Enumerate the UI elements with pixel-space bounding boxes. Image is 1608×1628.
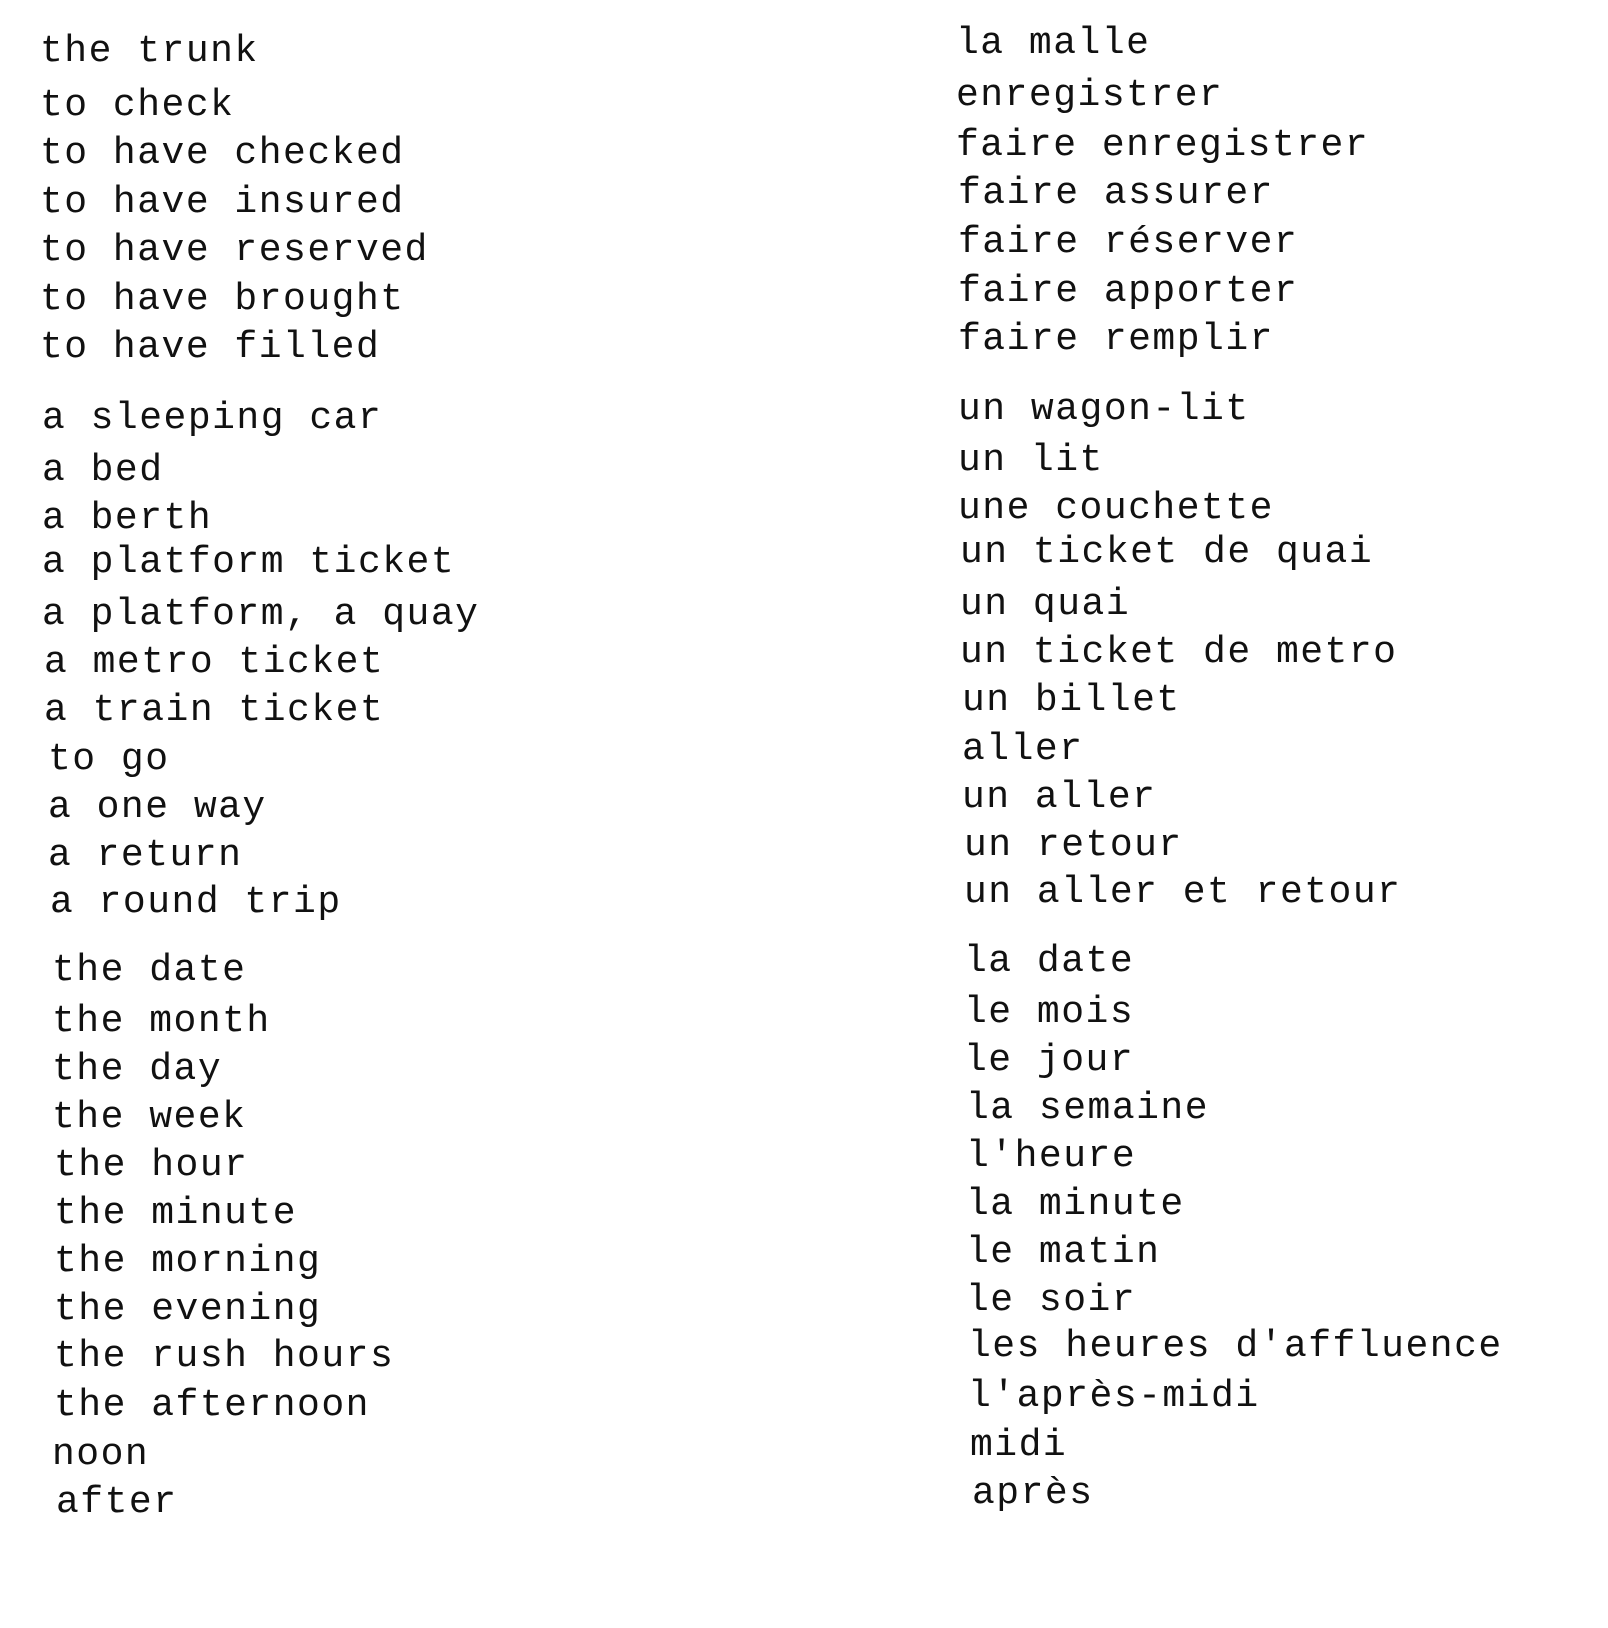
english-term: to have filled xyxy=(40,326,381,369)
english-term: a one way xyxy=(48,786,267,829)
english-term: after xyxy=(56,1481,178,1524)
french-term: un retour xyxy=(964,824,1183,867)
english-term: the date xyxy=(52,949,247,992)
french-term: une couchette xyxy=(958,487,1274,530)
french-term: le mois xyxy=(964,991,1135,1034)
french-term: un quai xyxy=(960,583,1131,626)
french-term: l'heure xyxy=(966,1135,1137,1178)
french-term: aller xyxy=(962,728,1084,771)
french-term: un lit xyxy=(958,439,1104,482)
english-term: a platform ticket xyxy=(42,541,456,584)
french-term: midi xyxy=(970,1424,1068,1467)
french-term: le matin xyxy=(966,1231,1161,1274)
english-term: a berth xyxy=(42,497,213,540)
english-term: a metro ticket xyxy=(44,641,385,684)
french-term: la date xyxy=(964,940,1135,983)
english-term: a round trip xyxy=(50,881,342,924)
english-term: the week xyxy=(52,1096,247,1139)
french-term: un billet xyxy=(962,679,1181,722)
french-term: un aller et retour xyxy=(964,871,1402,914)
french-term: le soir xyxy=(966,1279,1137,1322)
english-term: a train ticket xyxy=(44,689,385,732)
english-term: to check xyxy=(40,84,235,127)
english-term: the day xyxy=(52,1048,223,1091)
french-term: enregistrer xyxy=(956,74,1224,117)
english-term: to have brought xyxy=(40,278,405,321)
english-term: a return xyxy=(48,834,243,877)
english-term: to have reserved xyxy=(40,229,429,272)
english-term: the morning xyxy=(54,1240,322,1283)
french-term: le jour xyxy=(964,1039,1135,1082)
english-term: a sleeping car xyxy=(42,397,383,440)
english-term: the month xyxy=(52,1000,271,1043)
french-term: la minute xyxy=(966,1183,1185,1226)
french-term: faire réserver xyxy=(958,221,1299,264)
french-term: l'après-midi xyxy=(968,1375,1260,1418)
english-term: the rush hours xyxy=(54,1335,395,1378)
french-term: faire enregistrer xyxy=(956,124,1370,167)
french-term: faire apporter xyxy=(958,270,1299,313)
french-term: après xyxy=(972,1472,1094,1515)
english-term: a platform, a quay xyxy=(42,593,480,636)
french-term: un aller xyxy=(962,776,1157,819)
french-term: un ticket de quai xyxy=(960,531,1374,574)
english-term: the afternoon xyxy=(54,1384,370,1427)
english-term: to have checked xyxy=(40,132,405,175)
english-term: a bed xyxy=(42,449,164,492)
french-term: faire assurer xyxy=(958,172,1274,215)
french-term: un wagon-lit xyxy=(958,388,1250,431)
french-term: un ticket de metro xyxy=(960,631,1398,674)
english-term: the minute xyxy=(54,1192,298,1235)
french-term: la semaine xyxy=(966,1087,1210,1130)
english-term: the evening xyxy=(54,1288,322,1331)
english-term: to have insured xyxy=(40,181,405,224)
english-term: to go xyxy=(48,738,170,781)
french-term: la malle xyxy=(956,22,1151,65)
french-term: les heures d'affluence xyxy=(968,1325,1503,1368)
french-term: faire remplir xyxy=(958,318,1274,361)
english-term: the hour xyxy=(54,1144,249,1187)
english-term: the trunk xyxy=(40,30,259,73)
english-term: noon xyxy=(52,1433,150,1476)
